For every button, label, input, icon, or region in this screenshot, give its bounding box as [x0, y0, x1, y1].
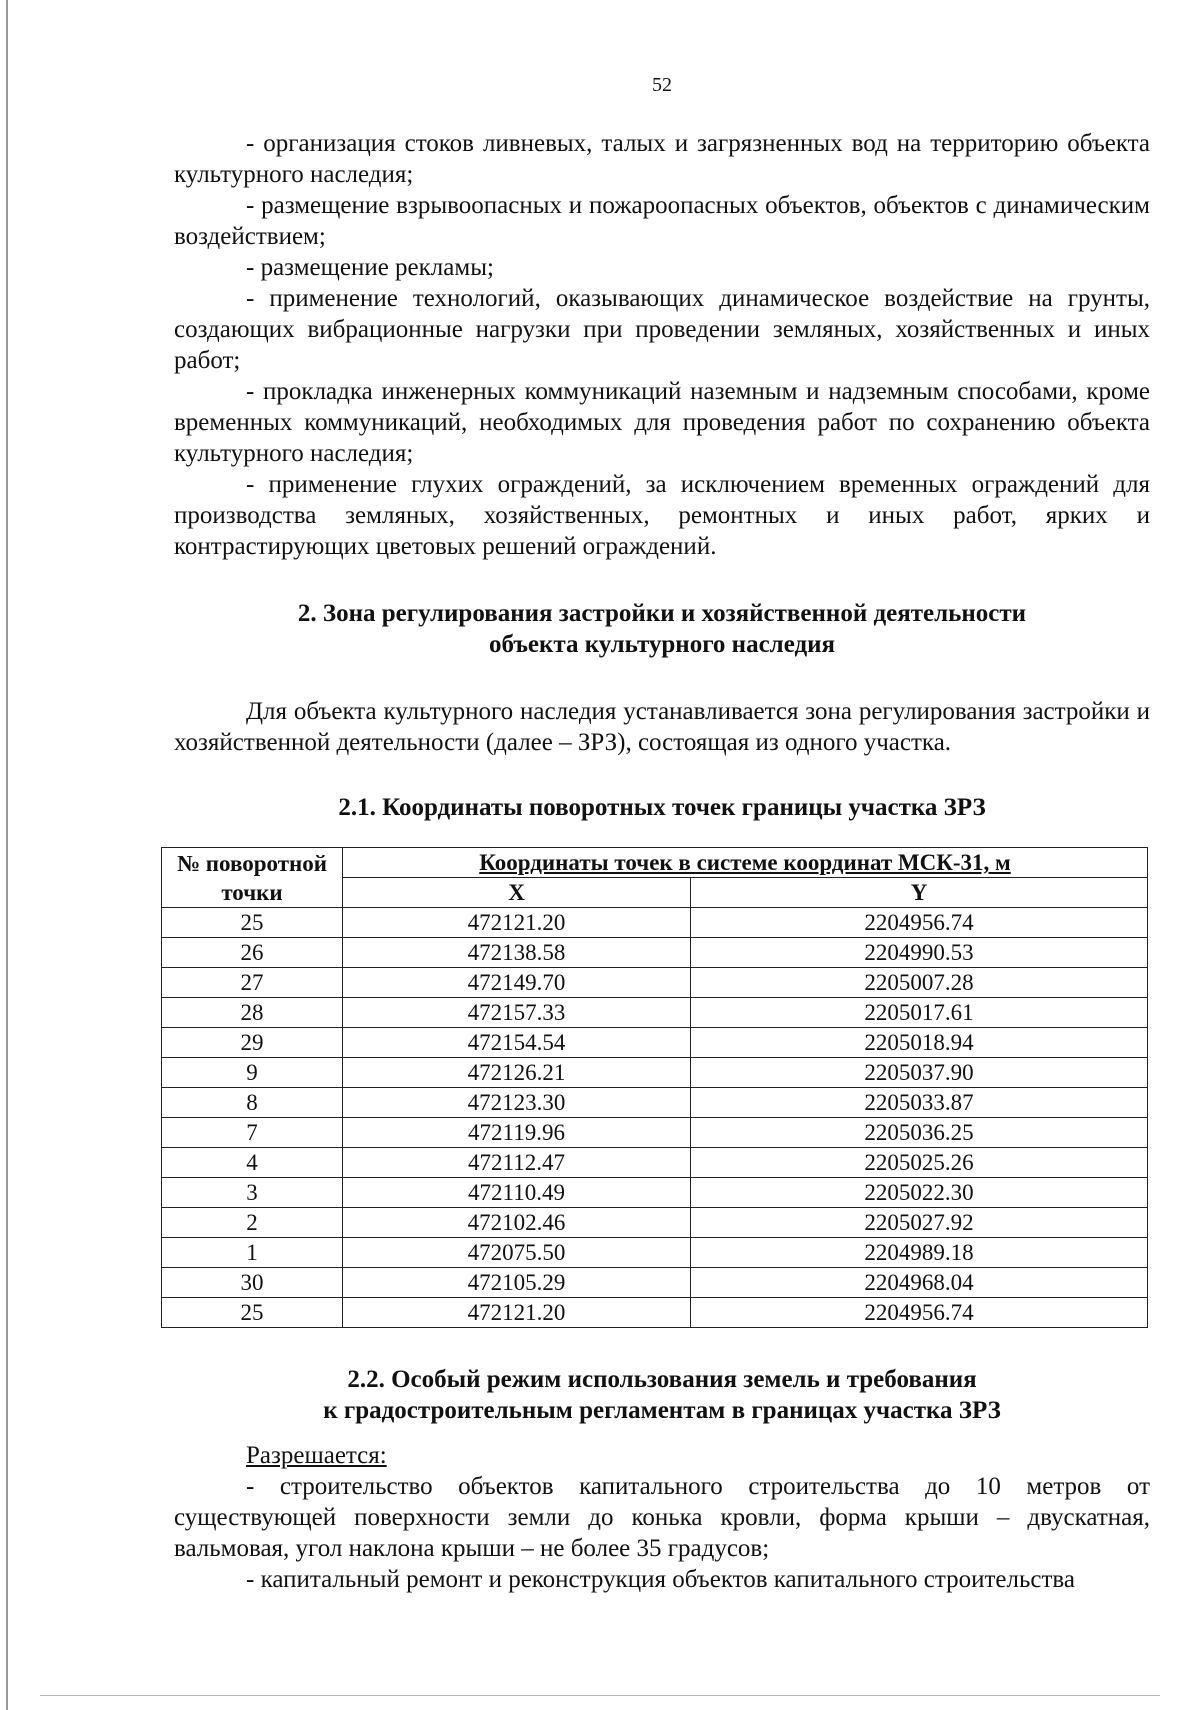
col-x-header: X — [343, 878, 691, 908]
table-row — [162, 1088, 1148, 1118]
y-cell: 2205033.87 — [691, 1088, 1148, 1118]
coordinates-table-body — [162, 908, 1148, 1328]
section-2-heading — [174, 598, 1150, 660]
page-number: 52 — [652, 74, 672, 96]
point-cell: 1 — [162, 1238, 343, 1268]
x-cell: 472138.58 — [343, 938, 691, 968]
prohibition-item: - организация стоков ливневых, талых и загрязненных вод на территорию объекта культурного наследия; — [174, 130, 1150, 188]
section-2-intro: Для объекта культурного наследия устанавливается зона регулирования застройки и хозяйственной деятельности (далее – ЗРЗ), состоящая из одного участка. — [174, 698, 1150, 756]
y-cell: 2205037.90 — [691, 1058, 1148, 1088]
col-point-header: № поворотной точки — [162, 848, 343, 908]
prohibition-item: - размещение рекламы; — [246, 254, 494, 281]
section-2-2-heading-line2: к градостроительным регламентам в границах участка ЗРЗ — [323, 1397, 1001, 1424]
y-cell: 2205027.92 — [691, 1208, 1148, 1238]
scan-edge-bottom — [40, 1695, 1160, 1696]
point-cell: 4 — [162, 1148, 343, 1178]
y-cell: 2204968.04 — [691, 1268, 1148, 1298]
table-row — [162, 1208, 1148, 1238]
point-cell: 9 — [162, 1058, 343, 1088]
y-cell: 2204956.74 — [691, 908, 1148, 938]
prohibition-item: - применение глухих ограждений, за исключением временных ограждений для производства земляных, хозяйственных, ремонтных и иных работ, ярких и контрастирующих цветовых решений ограждений. — [174, 471, 1150, 560]
point-cell: 2 — [162, 1208, 343, 1238]
table-row — [162, 1058, 1148, 1088]
x-cell: 472149.70 — [343, 968, 691, 998]
x-cell: 472123.30 — [343, 1088, 691, 1118]
point-cell: 30 — [162, 1268, 343, 1298]
x-cell: 472157.33 — [343, 998, 691, 1028]
col-group-header — [343, 848, 1148, 878]
x-cell: 472126.21 — [343, 1058, 691, 1088]
point-cell: 25 — [162, 1298, 343, 1328]
x-cell: 472102.46 — [343, 1208, 691, 1238]
point-cell: 8 — [162, 1088, 343, 1118]
point-cell: 28 — [162, 998, 343, 1028]
allowed-label: Разрешается: — [246, 1442, 387, 1469]
x-cell: 472105.29 — [343, 1268, 691, 1298]
x-cell: 472121.20 — [343, 1298, 691, 1328]
table-row — [162, 1178, 1148, 1208]
x-cell: 472110.49 — [343, 1178, 691, 1208]
point-cell: 26 — [162, 938, 343, 968]
y-cell: 2204989.18 — [691, 1238, 1148, 1268]
y-cell: 2205022.30 — [691, 1178, 1148, 1208]
point-cell: 29 — [162, 1028, 343, 1058]
table-row — [162, 1268, 1148, 1298]
table-row — [162, 968, 1148, 998]
x-cell: 472075.50 — [343, 1238, 691, 1268]
table-row — [162, 908, 1148, 938]
section-2-heading-line1: 2. Зона регулирования застройки и хозяйственной деятельности — [297, 600, 1027, 627]
section-2-heading-line2: объекта культурного наследия — [488, 631, 836, 658]
x-cell: 472121.20 — [343, 908, 691, 938]
section-2-2-heading — [174, 1364, 1150, 1426]
point-cell: 25 — [162, 908, 343, 938]
point-cell: 7 — [162, 1118, 343, 1148]
allowed-item: - строительство объектов капитального строительства до 10 метров от существующей поверхности земли до конька кровли, форма крыши – двускатная, вальмовая, угол наклона крыши – не более 35 градусов; — [174, 1473, 1150, 1562]
y-cell: 2205007.28 — [691, 968, 1148, 998]
section-2-2-heading-line1: 2.2. Особый режим использования земель и требования — [347, 1366, 977, 1393]
table-row — [162, 1238, 1148, 1268]
x-cell: 472119.96 — [343, 1118, 691, 1148]
prohibition-item: - прокладка инженерных коммуникаций наземным и надземным способами, кроме временных коммуникаций, необходимых для проведения работ по сохранению объекта культурного наследия; — [174, 378, 1150, 467]
table-row — [162, 1118, 1148, 1148]
allowed-label-paragraph — [174, 1440, 1150, 1471]
table-row — [162, 938, 1148, 968]
coordinates-table — [161, 847, 1148, 1328]
page-content — [174, 128, 1150, 1595]
point-cell: 27 — [162, 968, 343, 998]
x-cell: 472154.54 — [343, 1028, 691, 1058]
y-cell: 2204956.74 — [691, 1298, 1148, 1328]
section-2-1-heading: 2.1. Координаты поворотных точек границы участка ЗРЗ — [338, 794, 986, 821]
col-group-header-text: Координаты точек в системе координат МСК-31, м — [479, 850, 1011, 875]
y-cell: 2205018.94 — [691, 1028, 1148, 1058]
table-row — [162, 1148, 1148, 1178]
y-cell: 2205036.25 — [691, 1118, 1148, 1148]
y-cell: 2205017.61 — [691, 998, 1148, 1028]
allowed-item: - капитальный ремонт и реконструкция объектов капитального строительства — [246, 1566, 1075, 1593]
table-row — [162, 1298, 1148, 1328]
prohibition-item: - применение технологий, оказывающих динамическое воздействие на грунты, создающих вибрационные нагрузки при проведении земляных, хозяйственных и иных работ; — [174, 285, 1150, 374]
scan-edge-left — [6, 0, 8, 1710]
col-y-header: Y — [691, 878, 1148, 908]
table-row — [162, 998, 1148, 1028]
table-row — [162, 1028, 1148, 1058]
y-cell: 2204990.53 — [691, 938, 1148, 968]
prohibition-item: - размещение взрывоопасных и пожароопасных объектов, объектов с динамическим воздействием; — [174, 192, 1150, 250]
y-cell: 2205025.26 — [691, 1148, 1148, 1178]
point-cell: 3 — [162, 1178, 343, 1208]
x-cell: 472112.47 — [343, 1148, 691, 1178]
